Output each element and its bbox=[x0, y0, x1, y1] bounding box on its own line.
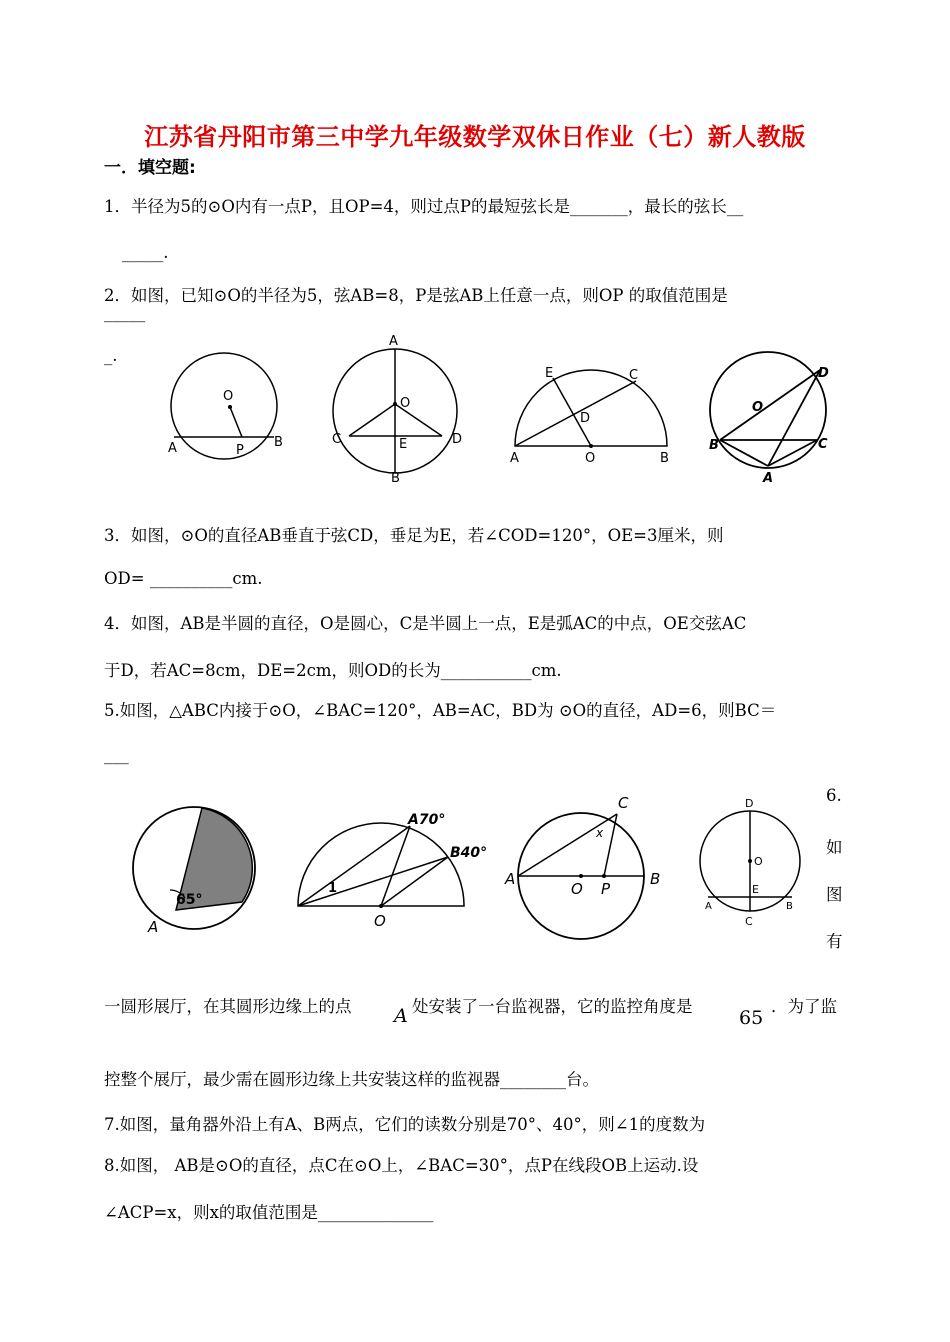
f1-label-o: O bbox=[223, 389, 234, 404]
q1-line2: _____. bbox=[122, 243, 169, 262]
q7-line1: 7.如图，量角器外沿上有A、B两点，它们的读数分别是70°、40°，则∠1的度数为 bbox=[104, 1115, 706, 1134]
q5-line1: 5.如图，△ABC内接于⊙O，∠BAC=120°，AB=AC，BD为 ⊙O的直径，AD=6，则BC＝ bbox=[104, 701, 777, 720]
q8-line2: ∠ACP=x，则x的取值范围是______________ bbox=[104, 1203, 434, 1222]
q6-line1c: ．为了监 bbox=[771, 997, 837, 1016]
figure-q9 bbox=[695, 795, 815, 949]
f7-label-b: B bbox=[650, 870, 661, 888]
page-title: 江苏省丹阳市第三中学九年级数学双休日作业（七）新人教版 bbox=[144, 123, 806, 151]
f6-label-b40: B40° bbox=[450, 845, 488, 861]
q6-vertical-3: 图 bbox=[826, 885, 843, 904]
f7-label-a: A bbox=[505, 870, 516, 888]
f6-label-1: 1 bbox=[328, 881, 338, 896]
f4-label-d: D bbox=[818, 366, 829, 381]
f2-label-d: D bbox=[452, 432, 463, 447]
q3-line1: 3．如图，⊙O的直径AB垂直于弦CD，垂足为E，若∠COD=120°，OE=3厘米，则 bbox=[104, 526, 724, 545]
f8-label-c: C bbox=[745, 915, 753, 928]
figure-q3 bbox=[325, 330, 475, 494]
f4-label-a: A bbox=[763, 471, 774, 486]
f5-label-angle: 65° bbox=[176, 892, 203, 908]
figure-q7 bbox=[290, 800, 495, 934]
figure-q6 bbox=[130, 790, 265, 944]
f5-label-a: A bbox=[148, 918, 159, 936]
f2-label-a: A bbox=[389, 334, 398, 349]
figure-q8 bbox=[500, 790, 680, 944]
f7-label-p: P bbox=[601, 880, 611, 898]
q5-line2: ___ bbox=[104, 745, 129, 764]
f8-label-d: D bbox=[745, 797, 754, 810]
q2-line2: _____ bbox=[104, 303, 146, 322]
q4-line2: 于D，若AC=8cm，DE=2cm，则OD的长为___________cm. bbox=[104, 661, 562, 680]
figure-q2 bbox=[160, 330, 300, 464]
f1-label-a: A bbox=[168, 441, 177, 456]
f3-label-a: A bbox=[510, 451, 519, 466]
f6-label-a70: A70° bbox=[408, 812, 446, 828]
f1-label-p: P bbox=[236, 443, 244, 458]
f8-label-a: A bbox=[705, 901, 712, 912]
q6-line1b: 处安装了一台监视器，它的监控角度是 bbox=[412, 997, 693, 1016]
figure-q4 bbox=[505, 360, 680, 474]
f2-label-c: C bbox=[332, 432, 342, 447]
f3-label-e: E bbox=[545, 366, 554, 381]
section-heading: 一．填空题: bbox=[104, 158, 196, 178]
f3-label-c: C bbox=[629, 368, 639, 383]
f6-label-o: O bbox=[374, 912, 386, 930]
f2-label-o: O bbox=[400, 396, 411, 411]
f8-label-b: B bbox=[786, 901, 793, 912]
f1-label-b: B bbox=[274, 435, 283, 450]
f8-label-e: E bbox=[752, 883, 759, 896]
f7-label-o: O bbox=[571, 880, 583, 898]
q6-vertical-1: 6. bbox=[826, 786, 842, 805]
q6-angle: 65 bbox=[739, 1007, 764, 1029]
q8-line1: 8.如图， AB是⊙O的直径，点C在⊙O上，∠BAC=30°，点P在线段OB上运动.设 bbox=[104, 1156, 699, 1175]
f4-label-o: O bbox=[752, 400, 764, 415]
q4-line1: 4．如图，AB是半圆的直径，O是圆心，C是半圆上一点，E是弧AC的中点，OE交弦AC bbox=[104, 614, 747, 633]
q3-line2: OD= __________cm. bbox=[104, 569, 263, 588]
f8-label-o: O bbox=[754, 855, 763, 868]
q6-line2: 控整个展厅，最少需在圆形边缘上共安装这样的监视器________台。 bbox=[104, 1070, 599, 1089]
f7-label-c: C bbox=[618, 794, 629, 812]
f2-label-e: E bbox=[399, 437, 408, 452]
f3-label-b: B bbox=[660, 451, 669, 466]
f7-label-x: x bbox=[596, 826, 604, 840]
q6-line1a: 一圆形展厅，在其圆形边缘上的点 bbox=[104, 997, 352, 1016]
q6-point-a: A bbox=[394, 1005, 408, 1027]
f4-label-b: B bbox=[709, 438, 719, 453]
figure-q5 bbox=[700, 355, 840, 489]
f2-label-b: B bbox=[391, 471, 400, 486]
f3-label-o: O bbox=[585, 451, 596, 466]
q6-vertical-4: 有 bbox=[826, 932, 843, 951]
q2-line1: 2．如图，已知⊙O的半径为5，弦AB=8，P是弦AB上任意一点，则OP 的取值范围是 bbox=[104, 286, 728, 305]
f3-label-d: D bbox=[580, 411, 591, 426]
q2-line3: _. bbox=[104, 346, 118, 365]
q6-vertical-2: 如 bbox=[826, 838, 843, 857]
f4-label-c: C bbox=[818, 437, 828, 452]
q1-line1: 1．半径为5的⊙O内有一点P，且OP=4，则过点P的最短弦长是_______，最长的弦长__ bbox=[104, 197, 744, 216]
